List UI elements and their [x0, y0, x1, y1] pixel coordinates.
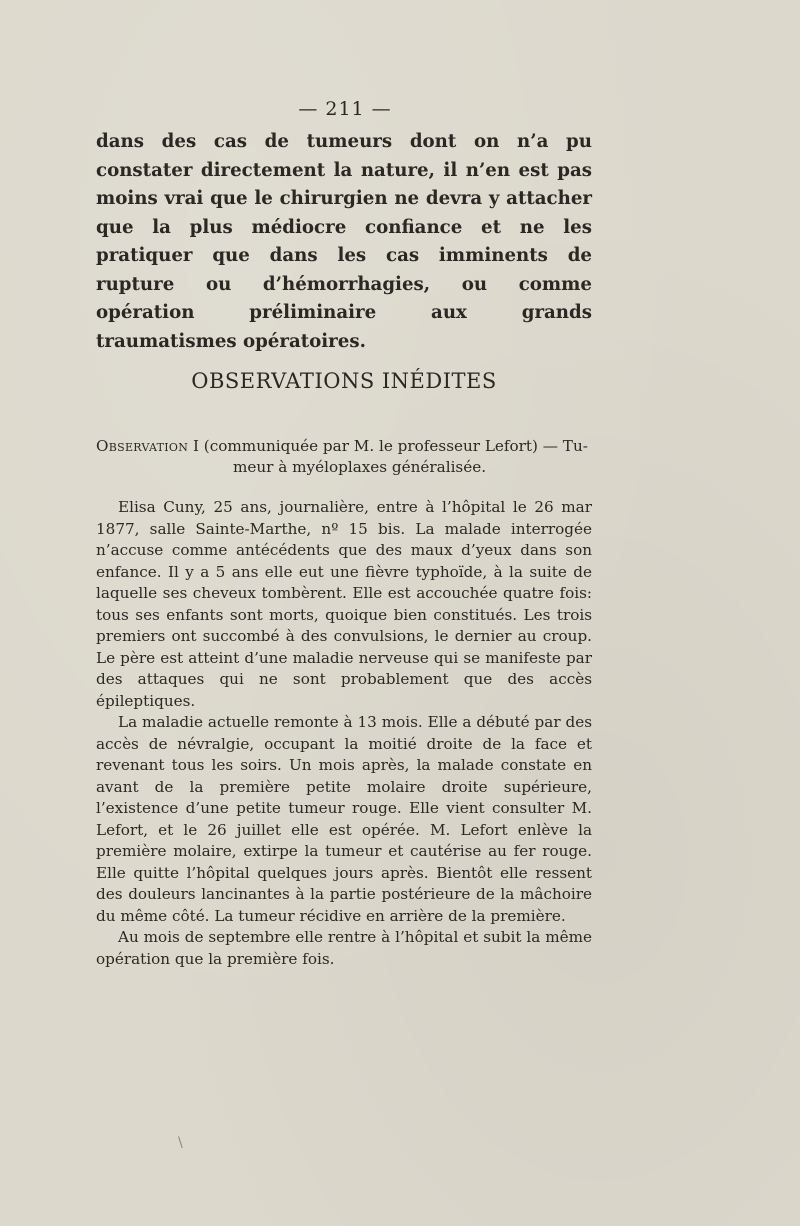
page-number: — 211 — — [298, 98, 392, 120]
section-title: OBSERVATIONS INÉDITES — [191, 369, 497, 393]
observation-body — [96, 497, 592, 970]
observation-paragraph: La maladie actuelle remonte à 13 mois. Elle a débuté par des accès de névralgie, occupant la moitié droite de la face et revenant tous les soirs. Un mois après, la malade constate en avant de la première petite molaire droite supérieure, l’existence d’une petite tumeur rouge. Elle vient consulter M. Lefort, et le 26 juillet elle est opérée. M. Lefort enlève la première molaire, extirpe la tumeur et cautérise au fer rouge. Elle quitte l’hôpital quelques jours après. Bientôt elle ressent des douleurs lancinantes à la partie postérieure de la mâchoire du même côté. La tumeur récidive en arrière de la première. — [96, 713, 592, 925]
stray-mark: \ — [178, 1135, 183, 1151]
observation-label: Observation — [96, 437, 189, 455]
observation-paragraph: Au mois de septembre elle rentre à l’hôpital et subit la même opération que la première fois. — [96, 928, 592, 968]
intro-text: dans des cas de tumeurs dont on n’a pu constater directement la nature, il n’en est pas moins vrai que le chirurgien ne devra y attacher que la plus médiocre confiance et ne les pratiquer que dans les cas imminents de rupture ou d’hémorrhagies, ou comme opération préliminaire aux grands traumatismes opératoires. — [96, 131, 592, 352]
intro-paragraph — [96, 128, 592, 356]
observation-heading — [96, 436, 594, 478]
observation-heading-line1: I (communiquée par M. le professeur Lefort) — Tu- — [188, 437, 588, 455]
observation-paragraph: Elisa Cuny, 25 ans, journalière, entre à l’hôpital le 26 mar 1877, salle Sainte-Marthe, nº 15 bis. La malade interrogée n’accuse comme antécédents que des maux d’yeux dans son enfance. Il y a 5 ans elle eut une fièvre typhoïde, à la suite de laquelle ses cheveux tombèrent. Elle est accouchée quatre fois: tous ses enfants sont morts, quoique bien constitués. Les trois premiers ont succombé à des convulsions, le dernier au croup. Le père est atteint d’une maladie nerveuse qui se manifeste par des attaques qui ne sont probablement que des accès épileptiques. — [96, 498, 592, 710]
observation-heading-line2: meur à myéloplaxes généralisée. — [233, 458, 487, 476]
